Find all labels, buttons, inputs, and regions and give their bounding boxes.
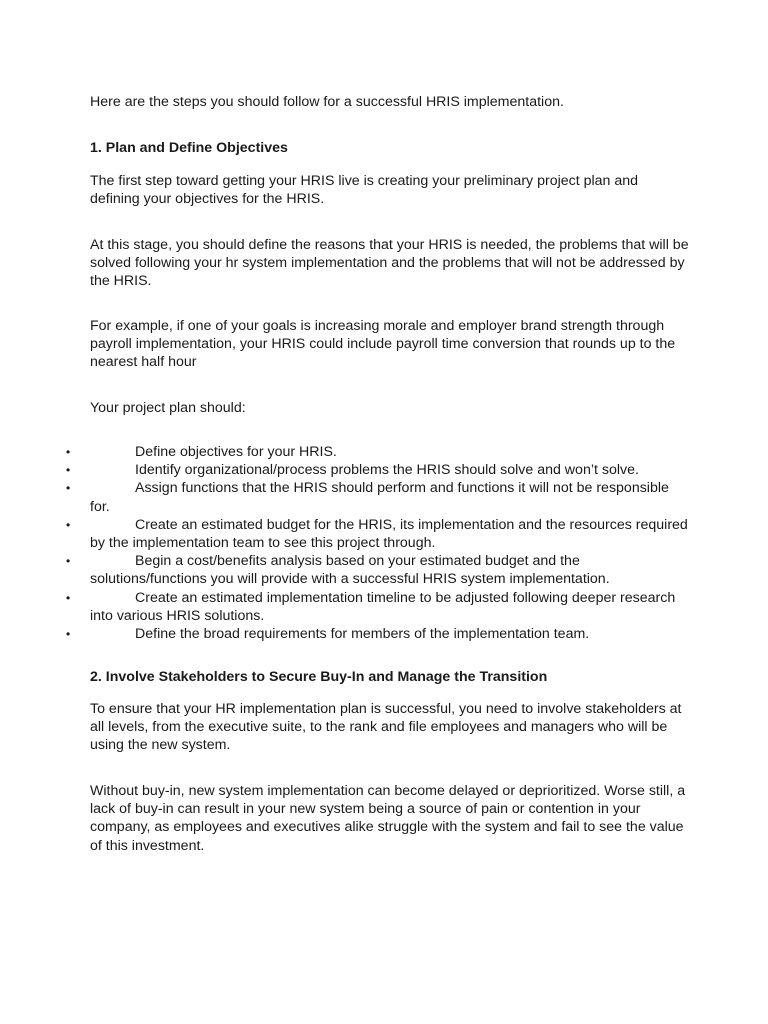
list-item xyxy=(0,516,690,552)
list-item-text: Identify organizational/process problems the HRIS should solve and won’t solve. xyxy=(135,462,639,479)
list-item xyxy=(0,443,690,461)
section-1-paragraph-1: The first step toward getting your HRIS live is creating your preliminary project plan and defining your objectives for the HRIS. xyxy=(90,173,639,208)
section-2-paragraph-1: To ensure that your HR implementation plan is successful, you need to involve stakeholders at all levels, from the executive suite, to the rank and file employees and managers who will be using the new system. xyxy=(90,701,682,754)
section-2-paragraph-2: Without buy-in, new system implementation can become delayed or deprioritized. Worse still, a lack of buy-in can result in your new system being a source of pain or contention in your company, as employees and executives alike struggle with the system and fail to see the value of this investment. xyxy=(90,783,686,854)
intro-paragraph: Here are the steps you should follow for a successful HRIS implementation. xyxy=(90,94,564,110)
section-1-heading: 1. Plan and Define Objectives xyxy=(90,140,288,156)
list-item xyxy=(0,625,690,643)
section-1-paragraph-2: At this stage, you should define the reasons that your HRIS is needed, the problems that will be solved following your hr system implementation and the problems that will not be addressed by the HRIS. xyxy=(90,237,689,290)
section-2-heading: 2. Involve Stakeholders to Secure Buy-In and Manage the Transition xyxy=(90,669,548,685)
list-item-text: Create an estimated budget for the HRIS, its implementation and the resources required by the implementation team to see this project through. xyxy=(90,516,688,552)
section-1-paragraph-3: For example, if one of your goals is increasing morale and employer brand strength through payroll implementation, your HRIS could include payroll time conversion that rounds up to the nearest half hour xyxy=(90,318,676,371)
list-item xyxy=(0,552,690,588)
bullet-icon: • xyxy=(66,590,71,605)
list-item xyxy=(0,479,690,515)
bullet-icon: • xyxy=(66,554,71,569)
list-item-text: Define the broad requirements for members of the implementation team. xyxy=(135,626,590,643)
bullet-icon: • xyxy=(66,445,71,459)
bullet-icon: • xyxy=(66,463,71,478)
project-plan-bullet-list xyxy=(0,443,768,643)
bullet-icon: • xyxy=(66,627,71,642)
list-item-text: Begin a cost/benefits analysis based on your estimated budget and the solutions/functions you will provide with a successful HRIS system implementation. xyxy=(90,553,610,588)
list-item-text: Define objectives for your HRIS. xyxy=(135,444,337,460)
bullet-icon: • xyxy=(66,517,71,532)
bullet-icon: • xyxy=(66,481,71,496)
list-item-text: Create an estimated implementation timeline to be adjusted following deeper research into various HRIS solutions. xyxy=(90,589,676,624)
list-item xyxy=(0,461,690,479)
section-1-paragraph-4: Your project plan should: xyxy=(90,400,246,416)
list-item xyxy=(0,589,690,625)
list-item-text: Assign functions that the HRIS should perform and functions it will not be responsible for. xyxy=(90,480,669,515)
